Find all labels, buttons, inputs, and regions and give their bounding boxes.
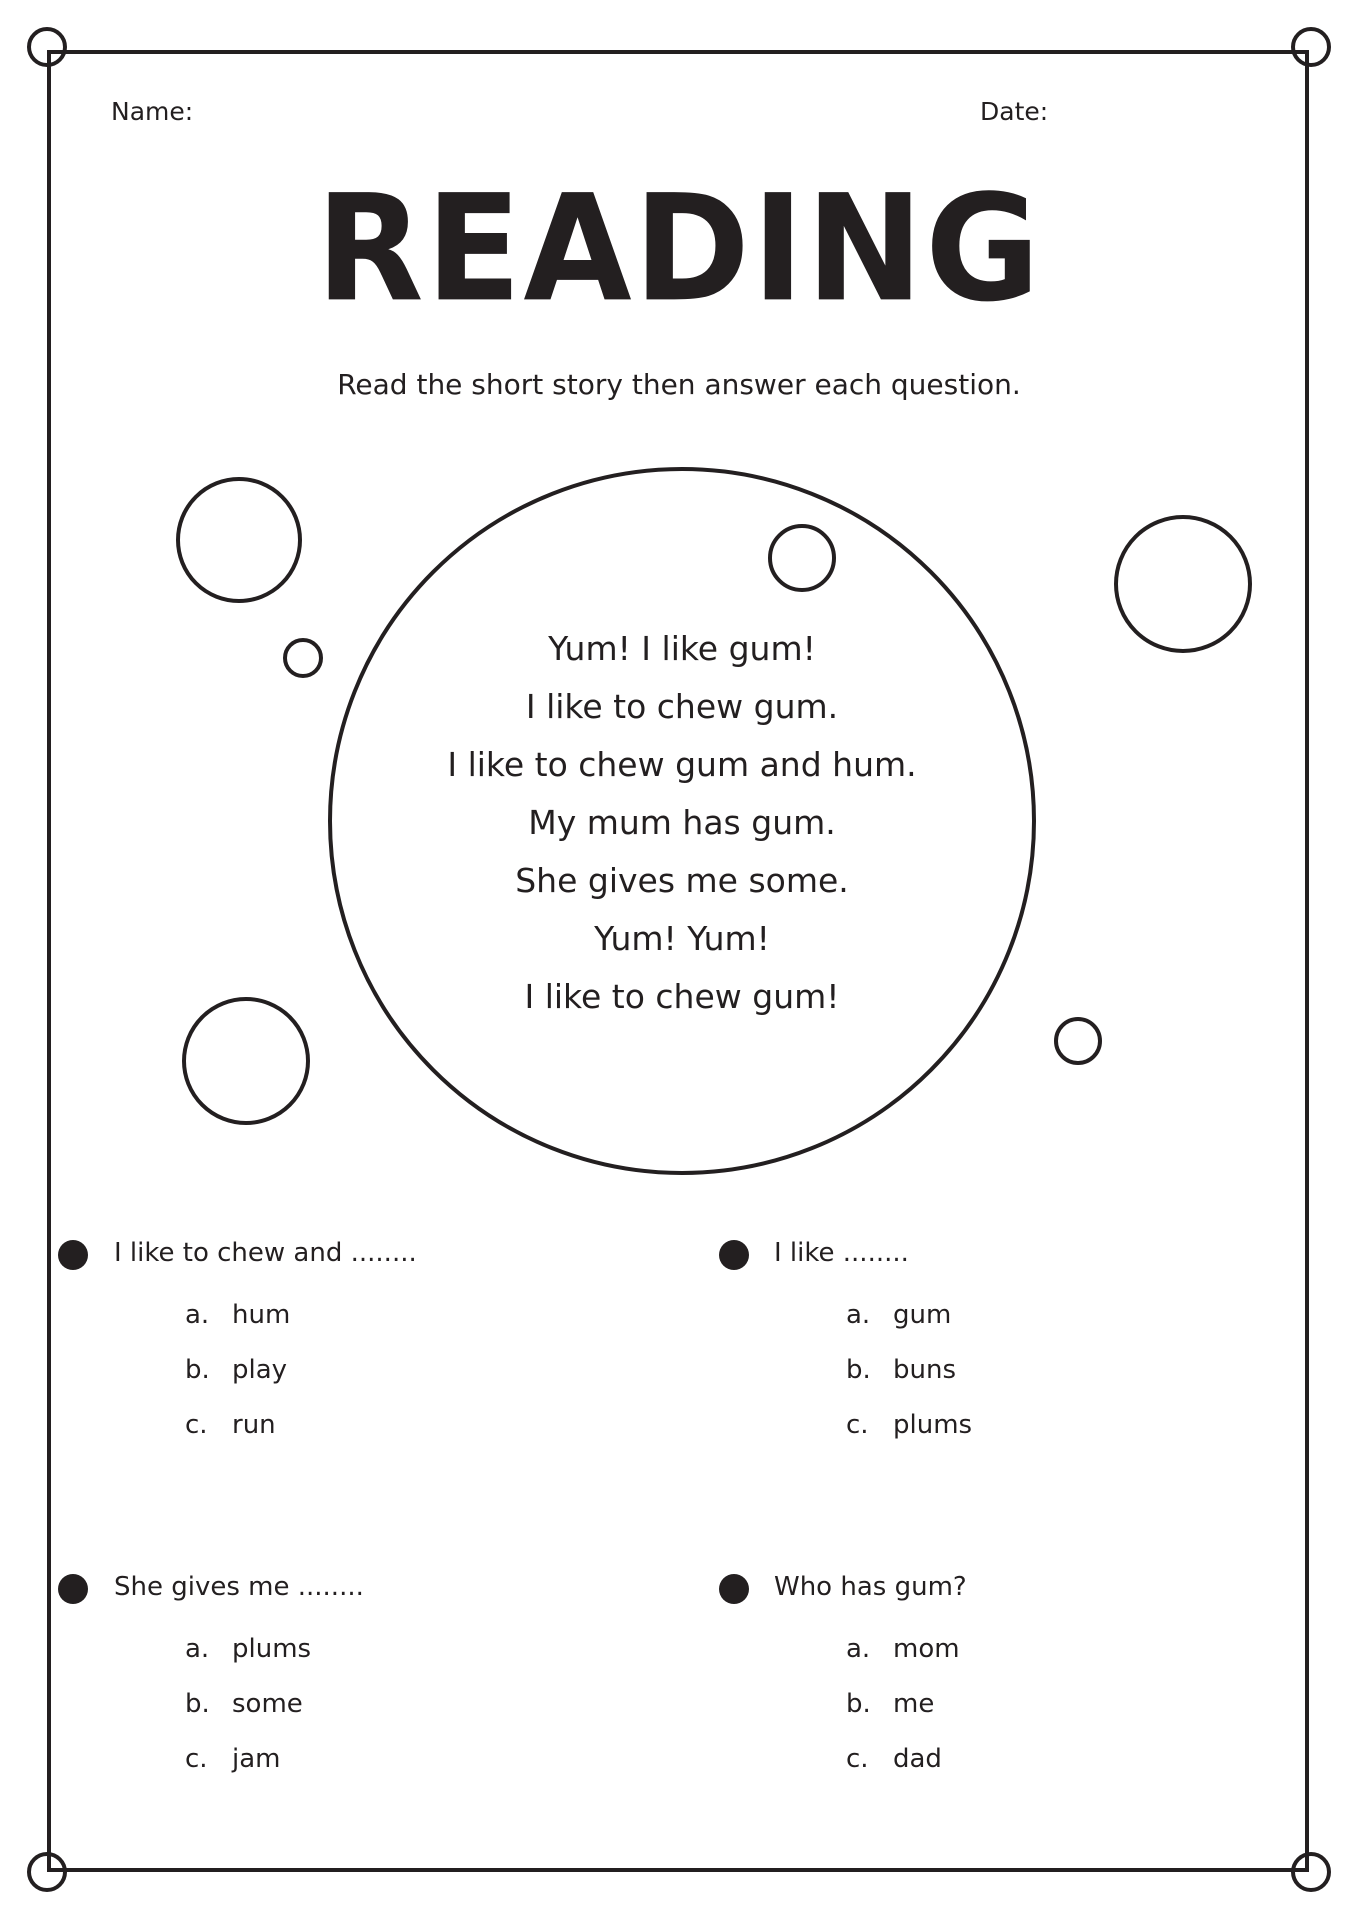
corner-ring-top-right: [1291, 27, 1331, 67]
story-line: My mum has gum.: [528, 803, 836, 842]
story-text: [328, 620, 1036, 1026]
decorative-bubble: [1114, 515, 1252, 653]
date-label: Date:: [980, 97, 1049, 126]
story-line: Yum! I like gum!: [548, 629, 816, 668]
question-3-option-c[interactable]: c. jam: [185, 1744, 281, 1774]
decorative-bubble: [176, 477, 302, 603]
story-line: I like to chew gum!: [524, 977, 840, 1016]
question-1-text: I like to chew and ........: [114, 1238, 417, 1268]
question-4-option-c[interactable]: c. dad: [846, 1744, 942, 1774]
page-title: READING: [315, 163, 1043, 336]
decorative-bubble: [182, 997, 310, 1125]
story-line: I like to chew gum and hum.: [447, 745, 917, 784]
question-bullet-icon: [58, 1574, 88, 1604]
story-line: Yum! Yum!: [594, 919, 770, 958]
corner-ring-bottom-right: [1291, 1852, 1331, 1892]
corner-ring-top-left: [27, 27, 67, 67]
story-line: I like to chew gum.: [525, 687, 839, 726]
question-bullet-icon: [719, 1574, 749, 1604]
question-4-text: Who has gum?: [774, 1572, 967, 1602]
question-3-option-b[interactable]: b. some: [185, 1689, 303, 1719]
question-2-text: I like ........: [774, 1238, 909, 1268]
question-1-option-a[interactable]: a. hum: [185, 1300, 291, 1330]
story-line: She gives me some.: [515, 861, 849, 900]
question-2-option-b[interactable]: b. buns: [846, 1355, 957, 1385]
question-bullet-icon: [719, 1240, 749, 1270]
question-3-option-a[interactable]: a. plums: [185, 1634, 312, 1664]
question-1-option-c[interactable]: c. run: [185, 1410, 276, 1440]
corner-ring-bottom-left: [27, 1852, 67, 1892]
question-2-option-a[interactable]: a. gum: [846, 1300, 952, 1330]
question-1-option-b[interactable]: b. play: [185, 1355, 288, 1385]
question-4-option-b[interactable]: b. me: [846, 1689, 935, 1719]
decorative-bubble: [1054, 1017, 1102, 1065]
question-bullet-icon: [58, 1240, 88, 1270]
name-label: Name:: [111, 97, 194, 126]
question-2-option-c[interactable]: c. plums: [846, 1410, 973, 1440]
question-4-option-a[interactable]: a. mom: [846, 1634, 960, 1664]
instructions: Read the short story then answer each question.: [337, 368, 1021, 401]
question-3-text: She gives me ........: [114, 1572, 364, 1602]
decorative-bubble: [283, 638, 323, 678]
